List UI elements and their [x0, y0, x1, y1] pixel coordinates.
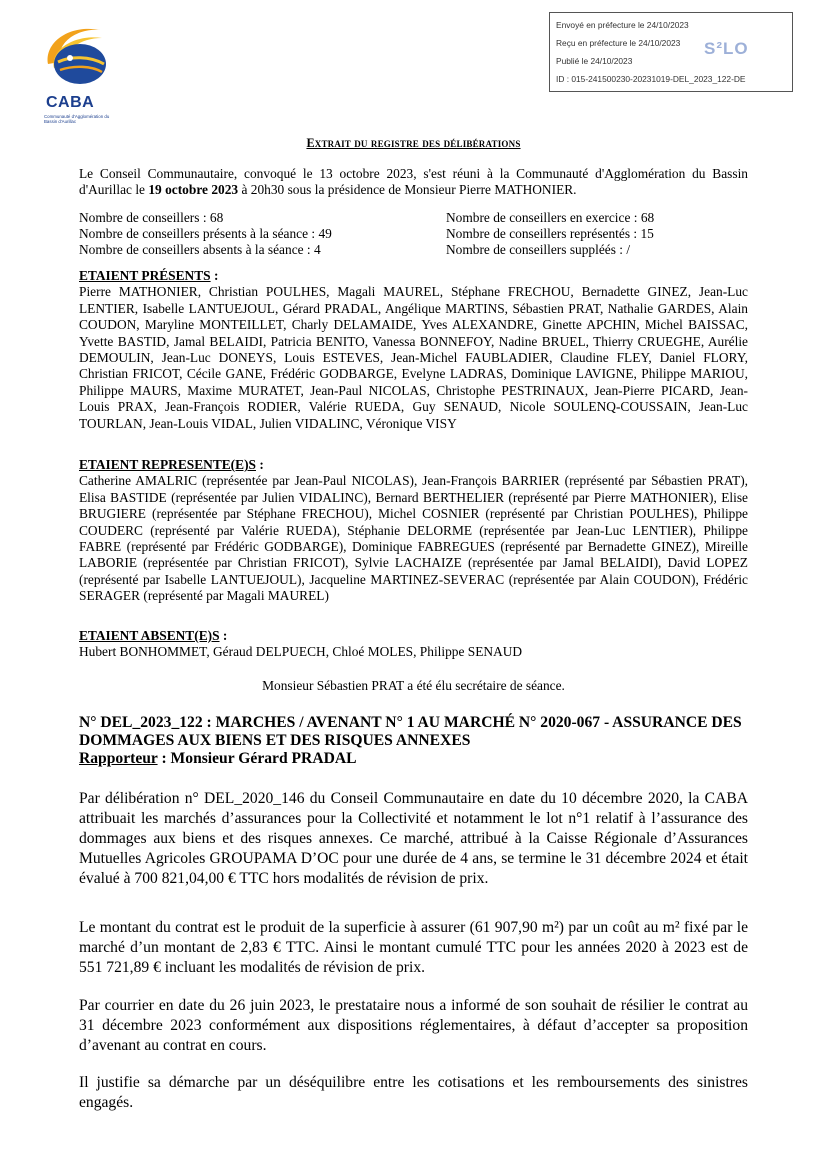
counts-right	[446, 210, 746, 258]
counts-left	[79, 210, 439, 258]
absents-title-suffix: :	[219, 628, 228, 643]
count-substituted: Nombre de conseillers suppléés : /	[446, 242, 631, 257]
intro-text-2: à 20h30 sous la présidence de Monsieur Pierre MATHONIER.	[238, 182, 577, 198]
count-represented: Nombre de conseillers représentés : 15	[446, 226, 654, 241]
stamp-received: Reçu en préfecture le 24/10/2023	[556, 38, 681, 48]
represented-title-suffix: :	[255, 457, 264, 472]
body-paragraph-1: Par délibération n° DEL_2020_146 du Conseil Communautaire en date du 10 décembre 2020, la CABA attribuait les marchés d’assurances pour la Collectivité et notamment le lot n°1 relatif à l’assurance des dommages aux biens et des risques annexes. Ce marché, attribué à la Caisse Régionale d’Assurances Mutuelles Agricoles GROUPAMA D’OC pour une durée de 4 ans, se termine le 31 décembre 2024 et était évalué à 700 821,04,00 € TTC hors modalités de révision de prix.	[79, 790, 748, 887]
intro-paragraph	[79, 166, 748, 199]
logo-name: CABA	[46, 94, 95, 111]
body-paragraph-4: Il justifie sa démarche par un déséquilibre entre les cotisations et les remboursements des sinistres engagés.	[79, 1074, 748, 1111]
stamp-id: ID : 015-241500230-20231019-DEL_2023_122-DE	[556, 74, 746, 84]
represented-section	[79, 457, 748, 605]
count-present: Nombre de conseillers présents à la séance : 49	[79, 226, 332, 241]
presents-title: ETAIENT PRÉSENTS	[79, 268, 211, 283]
secretary-line: Monsieur Sébastien PRAT a été élu secrétaire de séance.	[262, 678, 565, 693]
stamp-sent: Envoyé en préfecture le 24/10/2023	[556, 20, 689, 30]
represented-title: ETAIENT REPRESENTE(E)S	[79, 457, 256, 472]
rapporteur-label: Rapporteur	[79, 750, 158, 767]
prefecture-stamp	[549, 12, 793, 92]
stamp-published: Publié le 24/10/2023	[556, 56, 633, 66]
deliberation-title	[79, 714, 748, 768]
meeting-date: 19 octobre 2023	[148, 182, 239, 198]
absents-list: Hubert BONHOMMET, Géraud DELPUECH, Chloé MOLES, Philippe SENAUD	[79, 644, 523, 660]
deliberation-title-text: N° DEL_2023_122 : MARCHES / AVENANT N° 1 AU MARCHÉ N° 2020-067 - ASSURANCE DES DOMMAGES AUX BIENS ET DES RISQUES ANNEXES	[79, 714, 742, 749]
body-paragraph-2: Le montant du contrat est le produit de la superficie à assurer (61 907,90 m²) par un coût au m² fixé par le marché d’un montant de 2,83 € TTC. Ainsi le montant cumulé TTC pour les années 2020 à 2023 est de 551 721,89 € incluant les modalités de révision de prix.	[79, 919, 748, 976]
represented-list: Catherine AMALRIC (représentée par Jean-Paul NICOLAS), Jean-François BARRIER (représenté par Sébastien PRAT), Elisa BASTIDE (représentée par Julien VIDALINC), Bernard BERTHELIER (représenté par Pierre MATHONIER), Elise BRUGIERE (représentée par Stéphane FRECHOU), Michel COSNIER (représenté par Christian POULHES), Philippe COUDERC (représenté par Valérie RUEDA), Stéphanie DELORME (représentée par Jean-Luc LENTIER), Philippe FABRE (représenté par Frédéric GODBARGE), Dominique FABREGUES (représenté par Bernadette GINEZ), Mireille LABORIE (représentée par Christian FRICOT), Sylvie LACHAIZE (représentée par Jamal BELAIDI), David LOPEZ (représenté par Isabelle LANTUEJOUL), Jacqueline MARTINEZ-SEVERAC (représentée par Alain COUDON), Frédéric SERAGER (représenté par Magali MAUREL)	[79, 473, 748, 604]
presents-section	[79, 268, 748, 432]
presents-list: Pierre MATHONIER, Christian POULHES, Magali MAUREL, Stéphane FRECHOU, Bernadette GINEZ, Jean-Luc LENTIER, Isabelle LANTUEJOUL, Gérard PRADAL, Angélique MARTINS, Sébastien PRAT, Nathalie GARDES, Alain COUDON, Maryline MONTEILLET, Charly DELAMAIDE, Yves ALEXANDRE, Ginette APCHIN, Michel BAISSAC, Yvette BASTID, Jamal BELAIDI, Patricia BENITO, Vanessa BONNEFOY, Nadine BRUEL, Thierry CRUEGHE, Aurélie DEMOULIN, Jean-Luc DONEYS, Louis ESTEVES, Jean-Michel FAUBLADIER, Claudine FLEY, Daniel FLORY, Christian FRICOT, Cécile GANE, Frédéric GODBARGE, Evelyne LADRAS, Dominique LAVIGNE, Philippe MARIOU, Philippe MAURS, Maxime MURATET, Jean-Paul NICOLAS, Christophe PESTRINAUX, Jean-Pierre PICARD, Jean-Louis PRAX, Jean-François RODIER, Valérie RUEDA, Guy SENAUD, Nicole SOULENQ-COUSSAIN, Jean-Luc TOURLAN, Jean-Louis VIDAL, Julien VIDALINC, Véronique VISY	[79, 284, 748, 431]
document-heading	[0, 136, 827, 151]
count-total: Nombre de conseillers : 68	[79, 210, 224, 225]
s2lo-logo: S²LO	[704, 39, 749, 58]
presents-title-suffix: :	[210, 268, 219, 283]
body-paragraph-3: Par courrier en date du 26 juin 2023, le prestataire nous a informé de son souhait de résilier le contrat au 31 décembre 2023 conformément aux dispositions réglementaires, à défaut d’accepter sa proposition d’avenant au contrat en cours.	[79, 997, 748, 1054]
count-in-office: Nombre de conseillers en exercice : 68	[446, 210, 655, 225]
count-absent: Nombre de conseillers absents à la séance : 4	[79, 242, 321, 257]
absents-section	[79, 628, 748, 661]
absents-title: ETAIENT ABSENT(E)S	[79, 628, 220, 643]
caba-logo	[40, 20, 116, 130]
intro-text-1: Le Conseil Communautaire, convoqué le 13 octobre 2023, s'est réuni à la Communauté d'Agglomération du Bassin d'Aurillac le	[79, 166, 748, 198]
rapporteur-name: : Monsieur Gérard PRADAL	[157, 750, 357, 767]
caba-logo-mark	[40, 20, 116, 94]
logo-subtitle: Communauté d'Agglomération du Bassin d'Aurillac	[44, 114, 110, 124]
heading-text: Extrait du registre des délibérations	[306, 136, 521, 150]
